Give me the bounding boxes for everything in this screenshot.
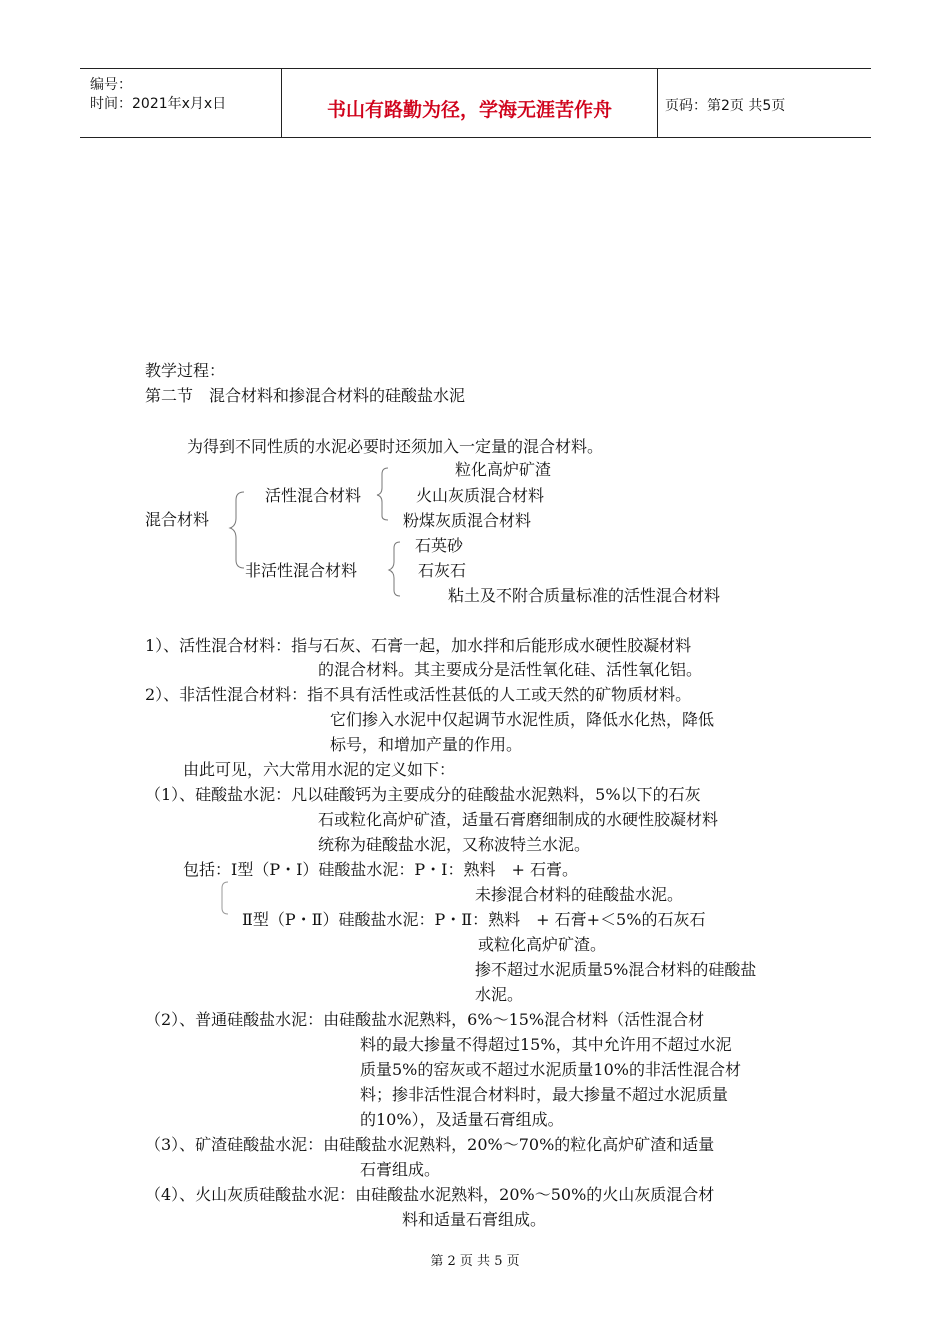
c2-line3: 质量5%的窑灰或不超过水泥质量10%的非活性混合材 (360, 1060, 741, 1079)
c1-line2: 石或粒化高炉矿渣，适量石膏磨细制成的水硬性胶凝材料 (318, 810, 719, 829)
def1-line1: 1）、活性混合材料：指与石灰、石膏一起，加水拌和后能形成水硬性胶凝材料 (145, 636, 692, 655)
tree-root: 混合材料 (145, 510, 210, 529)
header-page-cell (658, 69, 871, 137)
c4-line1: （4）、火山灰质硅酸盐水泥：由硅酸盐水泥熟料，20%～50%的火山灰质混合材 (145, 1185, 715, 1204)
def2-line1: 2）、非活性混合材料：指不具有活性或活性甚低的人工或天然的矿物质材料。 (145, 685, 692, 704)
header-motto-cell (282, 69, 658, 137)
time-label: 时间：2021年x月x日 (90, 96, 227, 112)
c3-line1: （3）、矿渣硅酸盐水泥：由硅酸盐水泥熟料，20%～70%的粒化高炉矿渣和适量 (145, 1135, 715, 1154)
c1-line1: （1）、硅酸盐水泥：凡以硅酸钙为主要成分的硅酸盐水泥熟料，5%以下的石灰 (145, 785, 701, 804)
c1-type2-desc1: 掺不超过水泥质量5%混合材料的硅酸盐 (475, 960, 757, 979)
c2-line1: （2）、普通硅酸盐水泥：由硅酸盐水泥熟料，6%～15%混合材料（活性混合材 (145, 1010, 705, 1029)
tree-inactive: 非活性混合材料 (245, 561, 358, 580)
page-info: 页码：第2页 共5页 (665, 98, 786, 114)
root-brace (228, 490, 248, 570)
def1-line2: 的混合材料。其主要成分是活性氧化硅、活性氧化铝。 (318, 660, 703, 679)
page-header (80, 68, 871, 138)
def2-line3: 标号，和增加产量的作用。 (330, 735, 523, 754)
motto: 书山有路勤为径，学海无涯苦作舟 (326, 99, 612, 121)
c2-line5: 的10%），及适量石膏组成。 (360, 1110, 564, 1129)
c1-line3: 统称为硅酸盐水泥，又称波特兰水泥。 (318, 835, 591, 854)
active-item-2: 火山灰质混合材料 (416, 486, 545, 505)
teaching-process-label: 教学过程： (145, 361, 226, 380)
types-brace (216, 880, 230, 916)
c3-line2: 石膏组成。 (360, 1160, 441, 1179)
c1-type2: Ⅱ型（P・Ⅱ）硅酸盐水泥：P・Ⅱ：熟料 + 石膏+＜5%的石灰石 (242, 910, 706, 929)
c4-line2: 料和适量石膏组成。 (402, 1210, 547, 1229)
active-brace (375, 466, 391, 522)
c1-type2-desc2: 水泥。 (475, 985, 524, 1004)
c1-type1: 包括：Ⅰ型（P・Ⅰ）硅酸盐水泥：P・Ⅰ：熟料 + 石膏。 (183, 860, 578, 879)
inactive-item-2: 石灰石 (418, 561, 467, 580)
inactive-item-1: 石英砂 (415, 536, 464, 555)
c2-line2: 料的最大掺量不得超过15%，其中允许用不超过水泥 (360, 1035, 732, 1054)
tree-active: 活性混合材料 (265, 486, 362, 505)
summary-line: 由此可见，六大常用水泥的定义如下： (183, 760, 456, 779)
page-footer: 第 2 页 共 5 页 (430, 1254, 520, 1269)
inactive-item-3: 粘土及不附合质量标准的活性混合材料 (448, 586, 721, 605)
def2-line2: 它们掺入水泥中仅起调节水泥性质，降低水化热，降低 (330, 710, 715, 729)
intro-paragraph: 为得到不同性质的水泥必要时还须加入一定量的混合材料。 (187, 437, 604, 456)
section-title: 第二节 混合材料和掺混合材料的硅酸盐水泥 (145, 386, 466, 405)
active-item-3: 粉煤灰质混合材料 (403, 511, 532, 530)
number-label: 编号： (90, 77, 132, 93)
c1-type1-desc: 未掺混合材料的硅酸盐水泥。 (475, 885, 684, 904)
header-meta-cell (80, 69, 282, 137)
active-item-1: 粒化高炉矿渣 (455, 460, 552, 479)
c2-line4: 料；掺非活性混合材料时，最大掺量不超过水泥质量 (360, 1085, 729, 1104)
inactive-brace (387, 540, 403, 598)
c1-type2-cont: 或粒化高炉矿渣。 (478, 935, 607, 954)
